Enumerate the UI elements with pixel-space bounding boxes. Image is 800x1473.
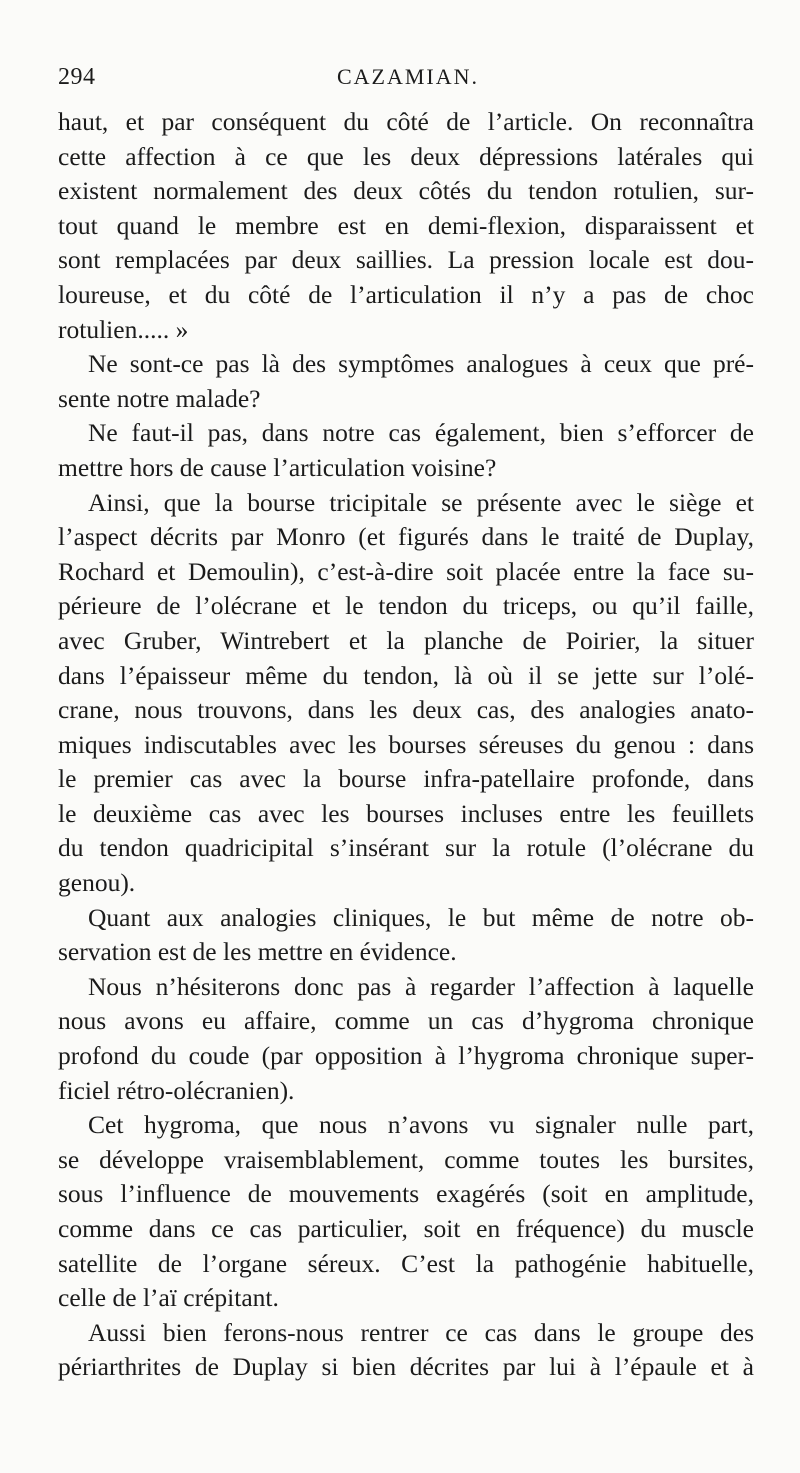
text-line: se développe vraisemblablement, comme toutes les bursites, bbox=[58, 1144, 754, 1174]
text-line: périeure de l’olécrane et le tendon du triceps, ou qu’il faille, bbox=[58, 591, 754, 621]
text-line: Ne faut-il pas, dans notre cas également, bien s’efforcer de bbox=[88, 418, 754, 448]
text-line: périarthrites de Duplay si bien décrites par lui à l’épaule et à bbox=[58, 1352, 754, 1382]
text-line: Aussi bien ferons-nous rentrer ce cas dans le groupe des bbox=[88, 1317, 754, 1347]
text-line: miques indiscutables avec les bourses séreuses du genou : dans bbox=[58, 729, 754, 759]
text-line: nous avons eu affaire, comme un cas d’hygroma chronique bbox=[58, 1006, 754, 1036]
text-line: crane, nous trouvons, dans les deux cas, des analogies anato- bbox=[58, 695, 754, 725]
page-header bbox=[58, 60, 758, 94]
text-line: ficiel rétro-olécranien). bbox=[58, 1075, 295, 1105]
text-line: le premier cas avec la bourse infra-patellaire profonde, dans bbox=[58, 764, 754, 794]
text-line: Ne sont-ce pas là des symptômes analogues à ceux que pré- bbox=[88, 349, 754, 379]
text-line: existent normalement des deux côtés du tendon rotulien, sur- bbox=[58, 176, 754, 206]
text-line: comme dans ce cas particulier, soit en fréquence) du muscle bbox=[58, 1214, 754, 1243]
text-line: profond du coude (par opposition à l’hygroma chronique super- bbox=[58, 1041, 754, 1071]
text-line: sous l’influence de mouvements exagérés (soit en amplitude, bbox=[58, 1179, 754, 1209]
text-line: sont remplacées par deux saillies. La pression locale est dou- bbox=[58, 245, 754, 275]
text-line: tout quand le membre est en demi-flexion, disparaissent et bbox=[58, 210, 754, 240]
text-line: sente notre malade? bbox=[58, 383, 261, 413]
running-head: CAZAMIAN. bbox=[336, 64, 480, 89]
text-line: Quant aux analogies cliniques, le but même de notre ob- bbox=[88, 902, 754, 932]
page-number: 294 bbox=[58, 64, 96, 90]
text-line: du tendon quadricipital s’insérant sur la rotule (l’olécrane du bbox=[58, 833, 754, 863]
text-line: Cet hygroma, que nous n’avons vu signaler nulle part, bbox=[88, 1110, 754, 1140]
text-line: l’aspect décrits par Monro (et figurés dans le traité de Duplay, bbox=[58, 522, 754, 552]
text-line: genou). bbox=[58, 868, 136, 898]
text-line: dans l’épaisseur même du tendon, là où il se jette sur l’olé- bbox=[58, 660, 754, 690]
text-line: mettre hors de cause l’articulation voisine? bbox=[58, 452, 497, 482]
text-line: Ainsi, que la bourse tricipitale se présente avec le siège et bbox=[88, 487, 754, 517]
text-line: Rochard et Demoulin), c’est-à-dire soit placée entre la face su- bbox=[58, 556, 754, 586]
text-line: cette affection à ce que les deux dépressions latérales qui bbox=[58, 141, 754, 171]
text-line: satellite de l’organe séreux. C’est la pathogénie habituelle, bbox=[58, 1248, 754, 1278]
text-line: haut, et par conséquent du côté de l’article. On reconnaîtra bbox=[58, 107, 754, 136]
text-line: celle de l’aï crépitant. bbox=[58, 1283, 279, 1313]
body-text bbox=[58, 105, 754, 1385]
text-line: le deuxième cas avec les bourses incluses entre les feuillets bbox=[58, 798, 754, 828]
text-line: servation est de les mettre en évidence. bbox=[58, 937, 457, 967]
text-line: Nous n’hésiterons donc pas à regarder l’affection à laquelle bbox=[88, 971, 754, 1001]
text-line: rotulien..... » bbox=[58, 314, 189, 344]
text-line: avec Gruber, Wintrebert et la planche de Poirier, la situer bbox=[58, 625, 754, 655]
text-line: loureuse, et du côté de l’articulation il n’y a pas de choc bbox=[58, 279, 754, 309]
